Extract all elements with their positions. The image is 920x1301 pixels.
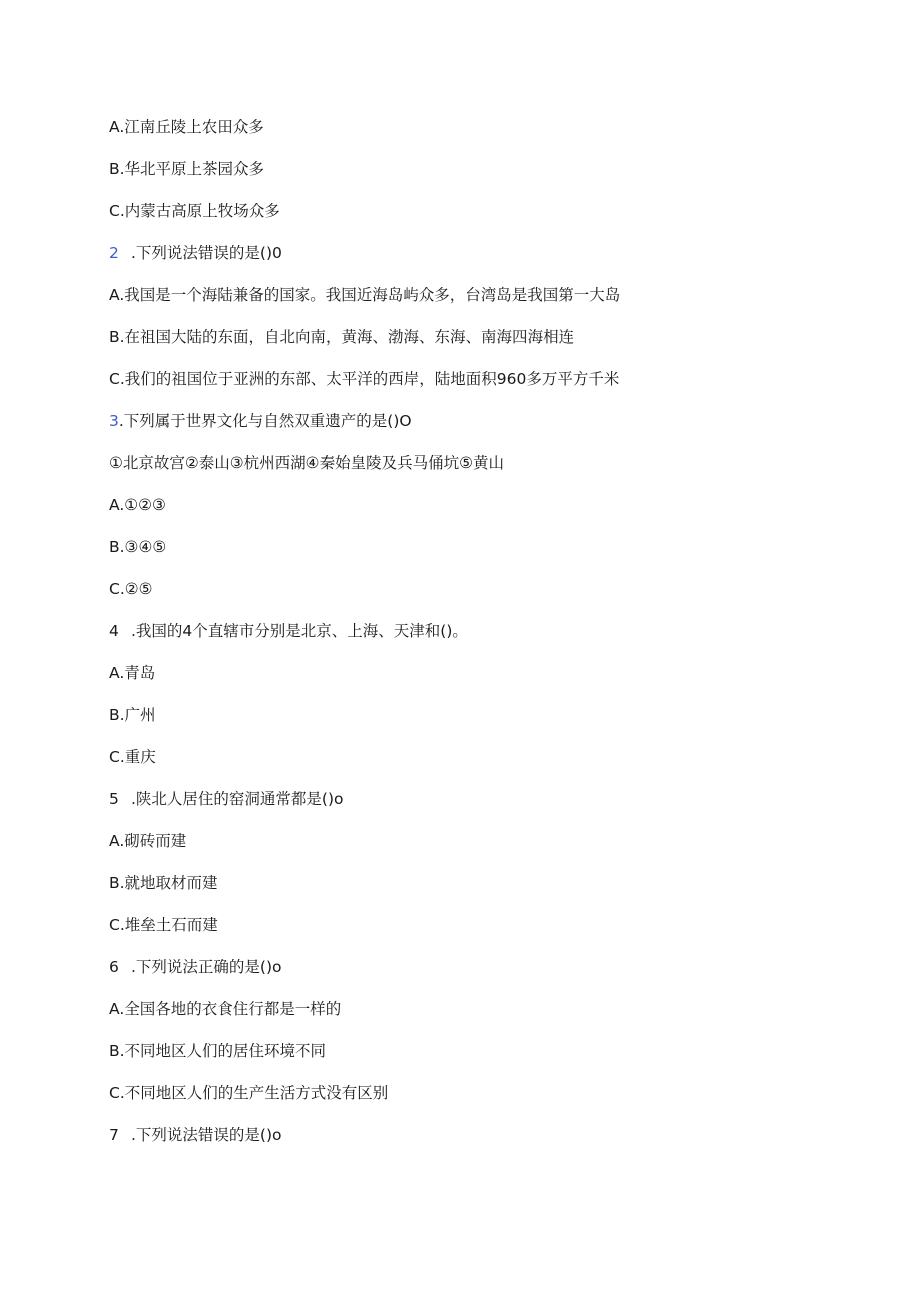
q6-option-a: A.全国各地的衣食住行都是一样的 — [109, 1000, 342, 1018]
question-text: .下列属于世界文化与自然双重遗产的是()O — [118, 412, 412, 430]
q5-option-a: A.砌砖而建 — [109, 832, 187, 850]
q3-option-b: B.③④⑤ — [109, 538, 167, 556]
q3-items: ①北京故宫②泰山③杭州西湖④秦始皇陵及兵马俑坑⑤黄山 — [109, 454, 504, 472]
q2-option-b: B.在祖国大陆的东面，自北向南，黄海、渤海、东海、南海四海相连 — [109, 328, 575, 346]
question-text: .下列说法错误的是()o — [131, 1126, 282, 1144]
question-3 — [109, 410, 412, 432]
question-number: 2 — [109, 244, 119, 262]
question-number: 6 — [109, 958, 119, 976]
q5-option-b: B.就地取材而建 — [109, 874, 218, 892]
question-text: .陕北人居住的窑洞通常都是()o — [131, 790, 344, 808]
question-4 — [109, 620, 468, 642]
q1-option-a: A.江南丘陵上农田众多 — [109, 118, 264, 136]
q4-option-a: A.青岛 — [109, 664, 156, 682]
question-text: .下列说法正确的是()o — [131, 958, 282, 976]
q1-option-c: C.内蒙古高原上牧场众多 — [109, 202, 280, 220]
q6-option-c: C.不同地区人们的生产生活方式没有区别 — [109, 1084, 389, 1102]
q2-option-a: A.我国是一个海陆兼备的国家。我国近海岛屿众多，台湾岛是我国第一大岛 — [109, 286, 621, 304]
q1-option-b: B.华北平原上茶园众多 — [109, 160, 265, 178]
q4-option-c: C.重庆 — [109, 748, 156, 766]
question-7 — [109, 1124, 282, 1146]
question-number: 4 — [109, 622, 119, 640]
question-number: 3 — [109, 412, 119, 430]
q6-option-b: B.不同地区人们的居住环境不同 — [109, 1042, 327, 1060]
question-number: 7 — [109, 1126, 119, 1144]
q3-option-c: C.②⑤ — [109, 580, 153, 598]
question-5 — [109, 788, 344, 810]
q2-option-c: C.我们的祖国位于亚洲的东部、太平洋的西岸，陆地面积960多万平方千米 — [109, 370, 620, 388]
question-2 — [109, 242, 282, 264]
question-text: .我国的4个直辖市分别是北京、上海、天津和()。 — [131, 622, 468, 640]
question-number: 5 — [109, 790, 119, 808]
question-6 — [109, 956, 282, 978]
q4-option-b: B.广州 — [109, 706, 156, 724]
q3-option-a: A.①②③ — [109, 496, 166, 514]
question-text: .下列说法错误的是()0 — [131, 244, 282, 262]
q5-option-c: C.堆垒土石而建 — [109, 916, 218, 934]
